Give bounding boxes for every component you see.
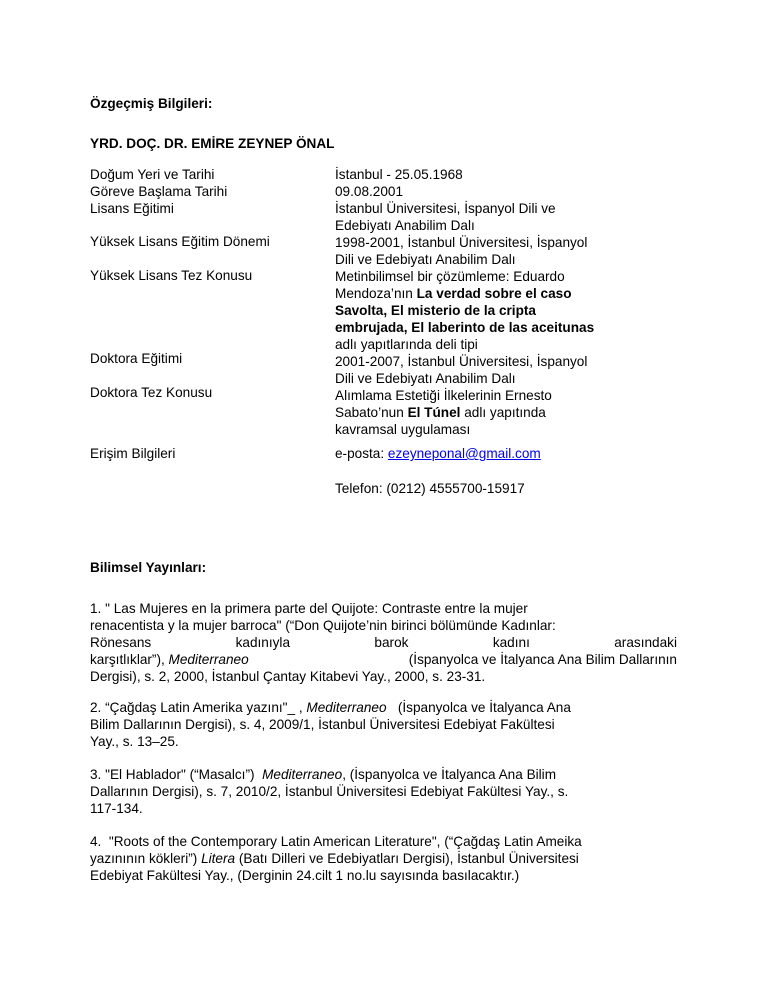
master-thesis-label: Yüksek Lisans Tez Konusu xyxy=(90,268,253,283)
pub1-journal: Mediterraneo xyxy=(168,652,249,667)
doctorate-thesis-suffix: adlı yapıtında xyxy=(460,405,546,420)
master-thesis-line-4: embrujada, El laberinto de las aceitunas xyxy=(335,320,595,335)
bachelor-label: Lisans Eğitimi xyxy=(90,201,174,216)
pub1-word: kadınıyla xyxy=(235,635,291,650)
pub2-line-3: Yay., s. 13–25. xyxy=(90,734,179,749)
pub4-line-1: 4. "Roots of the Contemporary Latin American Literature", (“Çağdaş Latin Ameika xyxy=(90,834,582,849)
pub3-line-3: 117-134. xyxy=(90,801,143,816)
pub4-line-2-post: (Batı Dilleri ve Edebiyatları Dergisi), İstanbul Üniversitesi xyxy=(235,851,579,866)
info-values xyxy=(335,166,655,438)
pub3-line-1 xyxy=(90,766,677,783)
pub2-line-1 xyxy=(90,699,677,716)
pub1-line-3 xyxy=(90,634,677,651)
start-value: 09.08.2001 xyxy=(335,184,404,199)
pub1-line-5: Dergisi), s. 2, 2000, İstanbul Çantay Kitabevi Yay., 2000, s. 23-31. xyxy=(90,669,486,684)
master-thesis-line-3: Savolta, El misterio de la cripta xyxy=(335,303,536,318)
pub2-line-2: Bilim Dallarının Dergisi), s. 4, 2009/1, İstanbul Üniversitesi Edebiyat Fakültesi xyxy=(90,717,555,732)
pub3-line-2: Dallarının Dergisi), s. 7, 2010/2, İstanbul Üniversitesi Edebiyat Fakültesi Yay., s. xyxy=(90,784,569,799)
email-link[interactable]: ezeyneponal@gmail.com xyxy=(387,446,541,461)
publication-3 xyxy=(90,766,677,817)
pub2-journal: Mediterraneo xyxy=(306,700,387,715)
pub2-line-1-pre: 2. “Çağdaş Latin Amerika yazını"_ , xyxy=(90,700,307,715)
email-line xyxy=(335,445,655,462)
master-line-1: 1998-2001, İstanbul Üniversitesi, İspanyol xyxy=(335,235,588,250)
phone-line: Telefon: (0212) 4555700-15917 xyxy=(335,481,525,496)
pub1-line-1 xyxy=(90,600,677,617)
pub1-word: Rönesans xyxy=(90,635,152,650)
doctorate-thesis-author: Sabato’nun xyxy=(335,405,408,420)
start-label: Göreve Başlama Tarihi xyxy=(90,184,228,199)
master-line-2: Dili ve Edebiyatı Anabilim Dalı xyxy=(335,252,516,267)
master-label: Yüksek Lisans Eğitim Dönemi xyxy=(90,234,270,249)
cv-heading: Özgeçmiş Bilgileri: xyxy=(90,96,213,111)
pub1-word: kadını xyxy=(492,635,530,650)
pub3-line-1-pre: 3. "El Hablador" (“Masalcı”) xyxy=(90,767,263,782)
master-thesis-author: Mendoza’nın xyxy=(335,286,417,301)
publication-2 xyxy=(90,699,677,750)
pub4-line-2-pre: yazınının kökleri”) xyxy=(90,851,202,866)
master-thesis-line-5: adlı yapıtlarında deli tipi xyxy=(335,337,478,352)
contact-label: Erişim Bilgileri xyxy=(90,446,176,461)
publications-heading: Bilimsel Yayınları: xyxy=(90,560,207,575)
pub1-line-4-post: (İspanyolca ve İtalyanca Ana Bilim Dallarının xyxy=(408,652,677,667)
publication-1 xyxy=(90,600,677,685)
publication-4 xyxy=(90,833,677,884)
master-thesis-book-1: La verdad sobre el caso xyxy=(416,286,572,301)
doctorate-thesis-line-1: Alımlama Estetiği İlkelerinin Ernesto xyxy=(335,388,552,403)
bachelor-line-1: İstanbul Üniversitesi, İspanyol Dili ve xyxy=(335,201,556,216)
pub1-line-1-text: 1. " Las Mujeres en la primera parte del Quijote: Contraste entre la mujer xyxy=(90,601,528,616)
doctorate-line-2: Dili ve Edebiyatı Anabilim Dalı xyxy=(335,371,516,386)
birth-label: Doğum Yeri ve Tarihi xyxy=(90,167,215,182)
master-thesis-line-1: Metinbilimsel bir çözümleme: Eduardo xyxy=(335,269,565,284)
pub1-line-2: renacentista y la mujer barroca" (“Don Quijote’nin birinci bölümünde Kadınlar: xyxy=(90,618,556,633)
birth-value: İstanbul - 25.05.1968 xyxy=(335,167,463,182)
pub1-word: barok xyxy=(374,635,409,650)
person-name: YRD. DOÇ. DR. EMİRE ZEYNEP ÖNAL xyxy=(90,136,335,151)
bachelor-line-2: Edebiyatı Anabilim Dalı xyxy=(335,218,475,233)
doctorate-label: Doktora Eğitimi xyxy=(90,351,183,366)
pub4-line-3: Edebiyat Fakültesi Yay., (Derginin 24.cilt 1 no.lu sayısında basılacaktır.) xyxy=(90,868,520,883)
doctorate-thesis-label: Doktora Tez Konusu xyxy=(90,385,213,400)
doctorate-thesis-line-2 xyxy=(335,404,655,421)
pub3-journal: Mediterraneo xyxy=(262,767,343,782)
doctorate-thesis-book: El Túnel xyxy=(407,405,461,420)
pub1-line-4-pre: karşıtlıklar”), xyxy=(90,652,169,667)
pub2-line-1-post: (İspanyolca ve İtalyanca Ana xyxy=(386,700,571,715)
pub4-journal: Litera xyxy=(201,851,236,866)
email-prefix: e-posta: xyxy=(335,446,388,461)
pub3-line-1-post: , (İspanyolca ve İtalyanca Ana Bilim xyxy=(342,767,557,782)
doctorate-thesis-line-3: kavramsal uygulaması xyxy=(335,422,471,437)
pub1-word: arasındaki xyxy=(614,635,677,650)
pub1-line-4 xyxy=(90,651,677,668)
pub4-line-2 xyxy=(90,850,677,867)
master-thesis-line-2 xyxy=(335,285,655,302)
doctorate-line-1: 2001-2007, İstanbul Üniversitesi, İspanyol xyxy=(335,354,588,369)
